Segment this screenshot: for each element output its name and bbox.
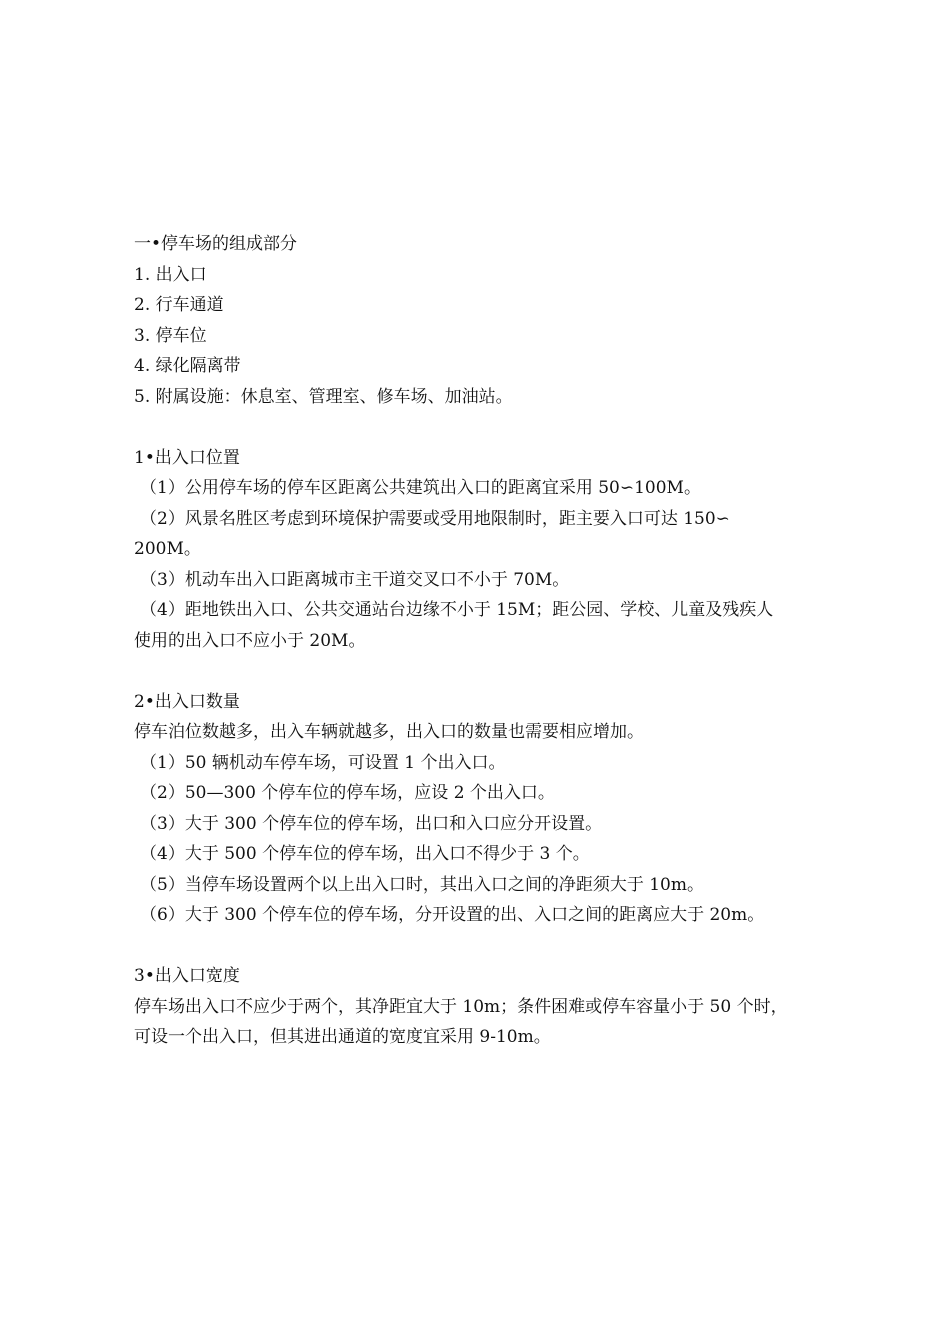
list-item: 1. 出入口 (134, 264, 207, 285)
list-item: （6）大于 300 个停车位的停车场，分开设置的出、入口之间的距离应大于 20m。 (140, 905, 765, 925)
section-heading-entrance-count: 2•出入口数量 (134, 691, 240, 712)
list-item: （3）机动车出入口距离城市主干道交叉口不小于 70M。 (140, 569, 570, 590)
section-intro: 停车泊位数越多，出入车辆就越多，出入口的数量也需要相应增加。 (134, 722, 644, 742)
section-heading-entrance-width: 3•出入口宽度 (134, 966, 240, 986)
list-item-continuation: 200M。 (134, 539, 201, 559)
section-heading-components: 一•停车场的组成部分 (134, 234, 298, 254)
paragraph-line: 停车场出入口不应少于两个，其净距宜大于 10m；条件困难或停车容量小于 50 个时， (134, 996, 788, 1017)
section-spacer (134, 931, 840, 962)
list-item: （2）风景名胜区考虑到环境保护需要或受用地限制时，距主要入口可达 150∽ (140, 508, 730, 529)
list-item: 5. 附属设施：休息室、管理室、修车场、加油站。 (134, 386, 513, 407)
list-item: （1）公用停车场的停车区距离公共建筑出入口的距离宜采用 50∽100M。 (140, 478, 701, 498)
section-spacer (134, 656, 840, 687)
section-spacer (134, 412, 840, 443)
list-item: （5）当停车场设置两个以上出入口时，其出入口之间的净距须大于 10m。 (140, 874, 704, 895)
list-item: 4. 绿化隔离带 (134, 356, 241, 376)
list-item: 3. 停车位 (134, 325, 207, 346)
list-item: （2）50—300 个停车位的停车场，应设 2 个出入口。 (140, 783, 555, 803)
list-item: （1）50 辆机动车停车场，可设置 1 个出入口。 (140, 752, 506, 773)
document-body (134, 229, 840, 1053)
list-item: （4）距地铁出入口、公共交通站台边缘不小于 15M；距公园、学校、儿童及残疾人 (140, 600, 774, 620)
list-item: （4）大于 500 个停车位的停车场，出入口不得少于 3 个。 (140, 844, 590, 864)
paragraph-line: 可设一个出入口，但其进出通道的宽度宜采用 9-10m。 (134, 1027, 551, 1047)
list-item: （3）大于 300 个停车位的停车场，出口和入口应分开设置。 (140, 813, 603, 834)
list-item-continuation: 使用的出入口不应小于 20M。 (134, 630, 366, 651)
list-item: 2. 行车通道 (134, 295, 224, 315)
section-heading-entrance-location: 1•出入口位置 (134, 447, 240, 468)
